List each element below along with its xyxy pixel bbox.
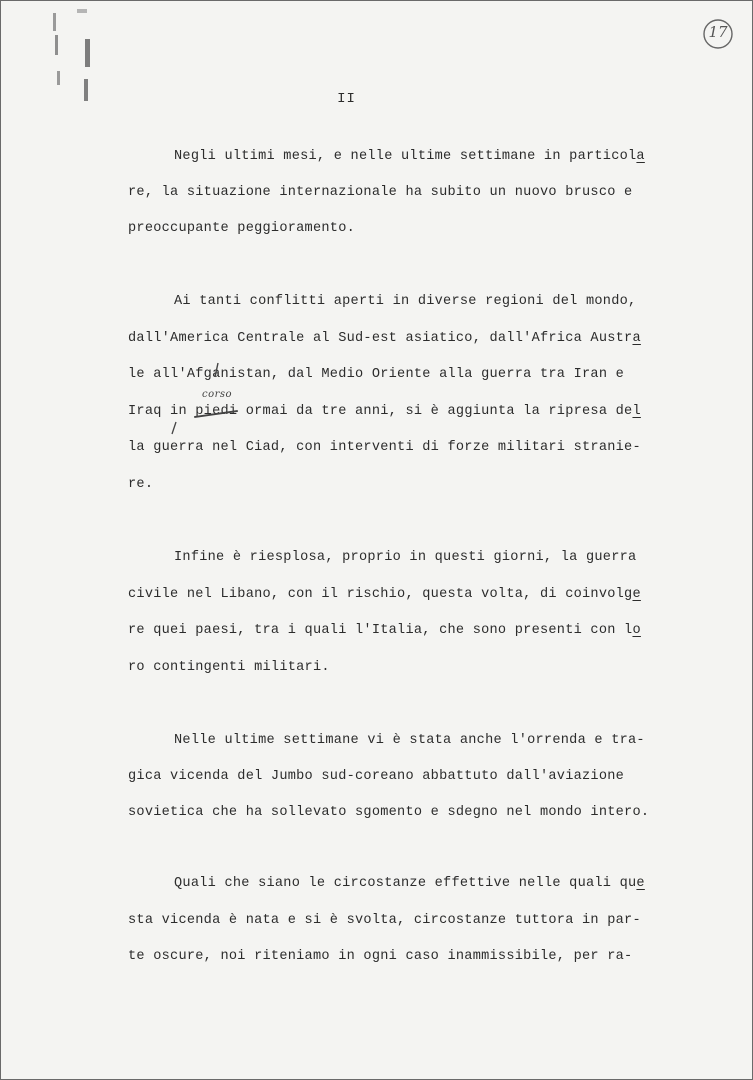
paragraph-4-line-2: gica vicenda del Jumbo sud-coreano abbattuto dall'aviazione — [128, 769, 625, 784]
paragraph-1-line-2: re, la situazione internazionale ha subito un nuovo brusco e — [128, 185, 633, 200]
paragraph-2-line-3: le all'Afganistan, dal Medio Oriente alla guerra tra Iran e — [128, 367, 625, 382]
paragraph-2-line-5: la guerra nel Ciad, con interventi di forze militari stranie- — [128, 440, 641, 455]
paragraph-5-line-1 — [174, 874, 645, 894]
text-run: Quali che siano le circostanze effettive nelle quali qu — [174, 876, 637, 891]
paragraph-2-line-6: re. — [128, 477, 154, 492]
page-number-stamp — [701, 17, 735, 51]
paragraph-3-line-1: Infine è riesplosa, proprio in questi giorni, la guerra — [174, 550, 637, 565]
text-run: Iraq in — [128, 404, 196, 419]
page-number-text: 17 — [708, 23, 728, 41]
underlined-letter: a — [636, 149, 645, 164]
paragraph-3-line-2 — [128, 585, 641, 605]
paragraph-3-line-3 — [128, 621, 641, 641]
text-run: civile nel Libano, con il rischio, questa volta, di coinvolg — [128, 587, 633, 602]
text-run: ormai da tre anni, si è aggiunta la ripresa de — [237, 404, 633, 419]
paragraph-5-line-2: sta vicenda è nata e si è svolta, circostanze tuttora in par- — [128, 913, 641, 928]
underlined-letter: l — [632, 404, 641, 419]
text-run: dall'America Centrale al Sud-est asiatico, dall'Africa Austr — [128, 331, 633, 346]
punch-hole-marks — [51, 9, 95, 101]
struck-out-word: piedi — [195, 404, 238, 419]
paragraph-1-line-3: preoccupante peggioramento. — [128, 221, 356, 236]
section-heading: II — [337, 91, 356, 107]
paragraph-3-line-4: ro contingenti militari. — [128, 660, 330, 675]
paragraph-2-line-2 — [128, 329, 641, 349]
paragraph-2-line-4 — [128, 402, 641, 422]
underlined-letter: e — [636, 876, 645, 891]
text-run: Negli ultimi mesi, e nelle ultime settimane in particol — [174, 149, 637, 164]
paragraph-2-line-1: Ai tanti conflitti aperti in diverse regioni del mondo, — [174, 294, 637, 309]
paragraph-4-line-3: sovietica che ha sollevato sgomento e sdegno nel mondo intero. — [128, 805, 650, 820]
underlined-letter: a — [632, 331, 641, 346]
underlined-letter: o — [632, 623, 641, 638]
underlined-letter: e — [632, 587, 641, 602]
paragraph-4-line-1: Nelle ultime settimane vi è stata anche l'orrenda e tra- — [174, 733, 645, 748]
handwritten-insertion: corso — [202, 389, 233, 400]
handwritten-tick-mark — [212, 362, 220, 378]
text-run: re quei paesi, tra i quali l'Italia, che sono presenti con l — [128, 623, 633, 638]
paragraph-1-line-1 — [174, 147, 645, 167]
insertion-caret-mark — [169, 421, 179, 435]
paragraph-5-line-3: te oscure, noi riteniamo in ogni caso inammissibile, per ra- — [128, 949, 633, 964]
